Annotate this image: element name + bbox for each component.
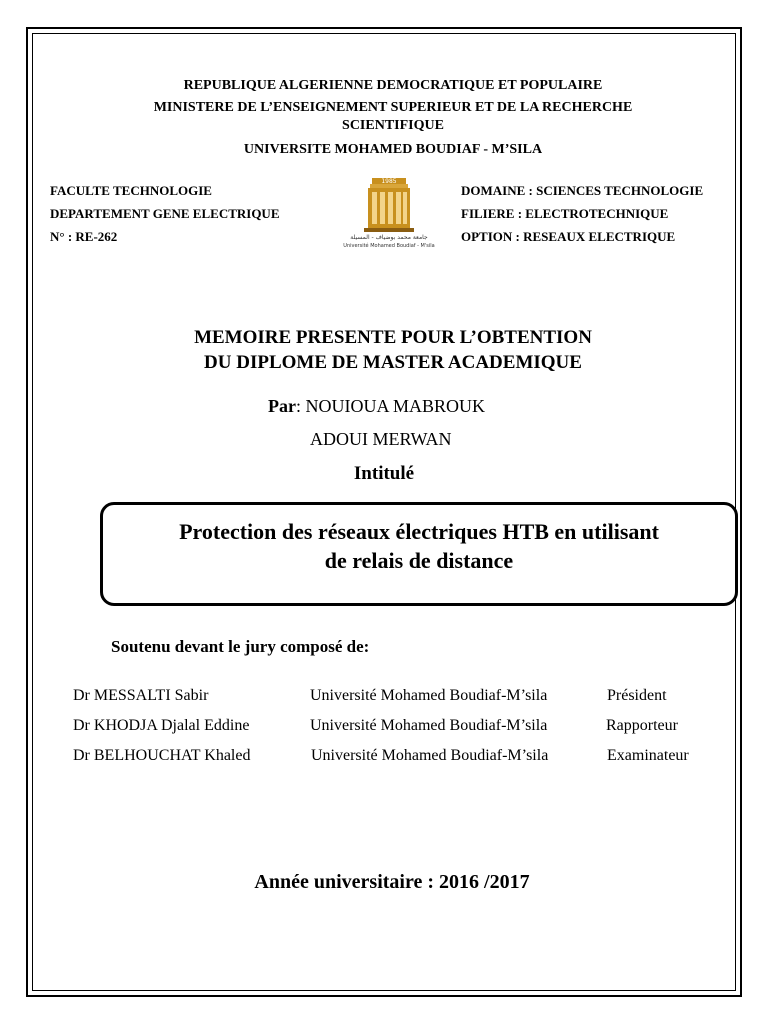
jury-role-2: Rapporteur — [606, 717, 678, 734]
faculty-label: FACULTE TECHNOLOGIE — [50, 183, 212, 198]
option-label: OPTION : RESEAUX ELECTRIQUE — [461, 229, 676, 244]
domain-label: DOMAINE : SCIENCES TECHNOLOGIE — [461, 183, 704, 198]
thesis-title — [103, 517, 735, 575]
par-label: Par — [268, 396, 296, 416]
author-2: ADOUI MERWAN — [310, 429, 452, 449]
authors-line1 — [268, 396, 485, 417]
university-logo-icon — [334, 172, 444, 252]
author-1: : NOUIOUA MABROUK — [295, 396, 485, 416]
logo-caption-ar: جامعة محمد بوضياف - المسيلة — [350, 234, 428, 241]
academic-year: Année universitaire : 2016 /2017 — [254, 871, 530, 893]
university-logo — [334, 172, 444, 252]
jury-role-3: Examinateur — [607, 747, 689, 764]
thesis-title-line1: Protection des réseaux électriques HTB en utilisant — [179, 519, 659, 544]
logo-year: 1985 — [381, 178, 397, 185]
jury-university-2: Université Mohamed Boudiaf-M’sila — [310, 717, 548, 734]
thesis-title-line2: de relais de distance — [324, 548, 514, 573]
jury-name-2: Dr KHODJA Djalal Eddine — [73, 717, 250, 734]
jury-university-1: Université Mohamed Boudiaf-M’sila — [310, 687, 548, 704]
jury-university-3: Université Mohamed Boudiaf-M’sila — [311, 747, 549, 764]
header-university: UNIVERSITE MOHAMED BOUDIAF - M’SILA — [243, 142, 543, 157]
jury-name-3: Dr BELHOUCHAT Khaled — [73, 747, 251, 764]
header-republic: REPUBLIQUE ALGERIENNE DEMOCRATIQUE ET POPULAIRE — [183, 78, 603, 93]
memoire-line2: DU DIPLOME DE MASTER ACADEMIQUE — [204, 352, 582, 373]
filiere-label: FILIERE : ELECTROTECHNIQUE — [461, 206, 669, 221]
jury-heading: Soutenu devant le jury composé de: — [111, 637, 370, 656]
jury-role-1: Président — [607, 687, 667, 704]
jury-name-1: Dr MESSALTI Sabir — [73, 687, 209, 704]
logo-caption-fr: Université Mohamed Boudiaf - M'sila — [343, 243, 435, 249]
intitule-label: Intitulé — [353, 463, 415, 484]
number-label: N° : RE-262 — [50, 229, 118, 244]
department-label: DEPARTEMENT GENE ELECTRIQUE — [50, 206, 280, 221]
header-ministry-cont: SCIENTIFIQUE — [342, 118, 444, 133]
thesis-title-box — [100, 502, 738, 606]
memoire-line1: MEMOIRE PRESENTE POUR L’OBTENTION — [194, 327, 592, 348]
header-ministry: MINISTERE DE L’ENSEIGNEMENT SUPERIEUR ET DE LA RECHERCHE — [153, 100, 633, 115]
